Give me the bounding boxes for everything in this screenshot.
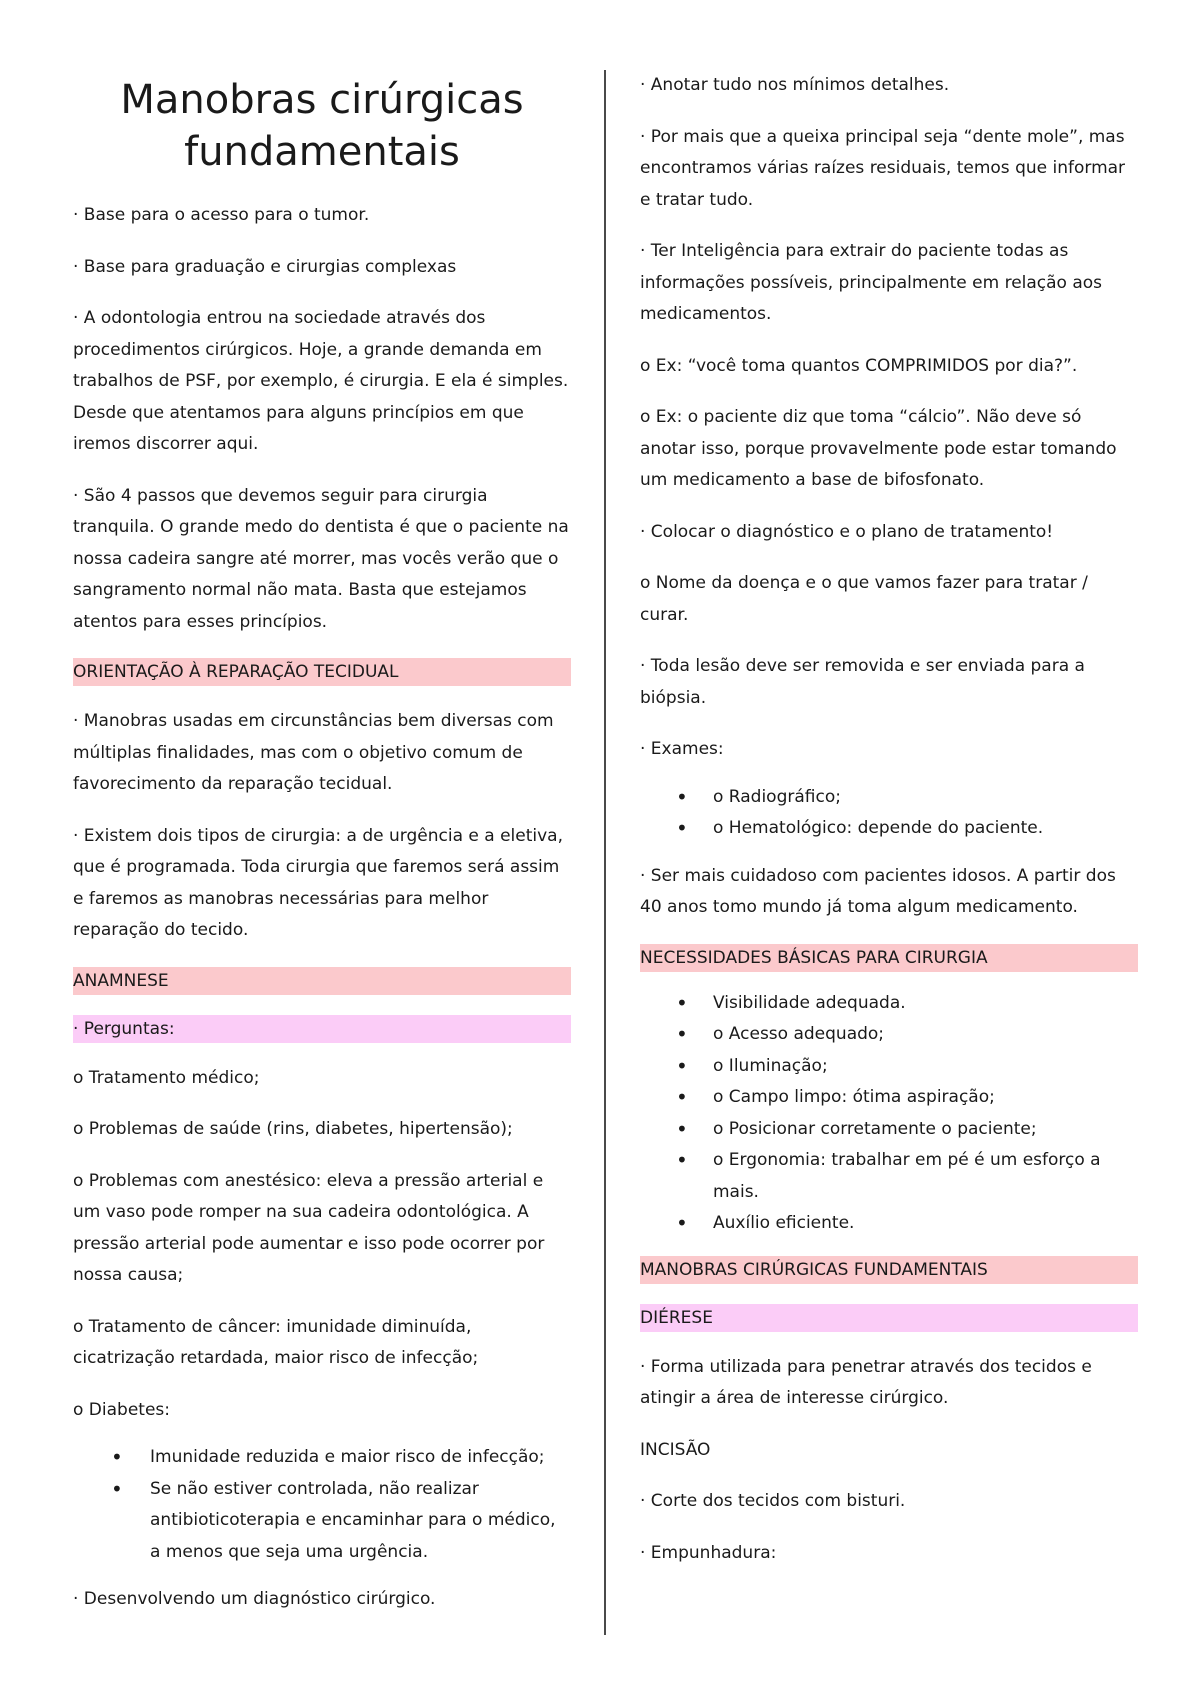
paragraph: · Manobras usadas em circunstâncias bem diversas com múltiplas finalidades, mas com o objetivo comum de favorecimento da reparação tecidual. (73, 711, 554, 794)
diabetes-list (73, 1442, 571, 1568)
paragraph: o Nome da doença e o que vamos fazer para tratar / curar. (640, 573, 1088, 625)
paragraph: o Ex: o paciente diz que toma “cálcio”. Não deve só anotar isso, porque provavelmente pode estar tomando um medicamento a base de bifosfonato. (640, 407, 1117, 490)
paragraph: · Por mais que a queixa principal seja “dente mole”, mas encontramos várias raízes residuais, temos que informar e tratar tudo. (640, 126, 1126, 210)
paragraph: · Exames: (640, 739, 724, 759)
list-item: • o Campo limpo: ótima aspiração; (640, 1082, 1138, 1114)
paragraph: · Forma utilizada para penetrar através dos tecidos e atingir a área de interesse cirúrgico. (640, 1356, 1092, 1408)
paragraph: · Colocar o diagnóstico e o plano de tratamento! (640, 521, 1054, 542)
paragraph: o Tratamento médico; (73, 1067, 260, 1088)
list-item: • o Hematológico: depende do paciente. (640, 813, 1138, 845)
list-item: • o Posicionar corretamente o paciente; (640, 1114, 1138, 1146)
list-item: • o Radiográfico; (640, 782, 1138, 814)
paragraph: · Corte dos tecidos com bisturi. (640, 1491, 906, 1511)
section-heading-necessidades: NECESSIDADES BÁSICAS PARA CIRURGIA (640, 944, 1138, 972)
necessidades-list (640, 988, 1138, 1240)
paragraph: · Base para graduação e cirurgias complexas (73, 256, 457, 277)
list-item: • o Ergonomia: trabalhar em pé é um esforço a mais. (640, 1145, 1138, 1208)
list-item: • o Iluminação; (640, 1051, 1138, 1083)
paragraph: · Existem dois tipos de cirurgia: a de urgência e a eletiva, que é programada. Toda cirurgia que faremos será assim e faremos as manobras necessárias para melhor reparação do tecido. (73, 825, 563, 940)
subsection-heading-incisao: INCISÃO (640, 1439, 711, 1460)
list-item: • Visibilidade adequada. (640, 988, 1138, 1020)
list-item: • Auxílio eficiente. (640, 1208, 1138, 1240)
paragraph: · São 4 passos que devemos seguir para cirurgia tranquila. O grande medo do dentista é que o paciente na nossa cadeira sangre até morrer, mas vocês verão que o sangramento normal não mata. Basta que estejamos atentos para esses princípios. (73, 485, 569, 632)
list-item: • Se não estiver controlada, não realizar antibioticoterapia e encaminhar para o médico, a menos que seja uma urgência. (73, 1474, 571, 1569)
document-title: Manobras cirúrgicas fundamentais (120, 77, 524, 175)
left-column (73, 70, 571, 1636)
paragraph: · Desenvolvendo um diagnóstico cirúrgico. (73, 1589, 436, 1609)
section-heading-anamnese: ANAMNESE (73, 967, 571, 995)
paragraph: · Base para o acesso para o tumor. (73, 205, 370, 225)
paragraph: · Toda lesão deve ser removida e ser enviada para a biópsia. (640, 656, 1085, 708)
exames-list (640, 782, 1138, 845)
paragraph: o Problemas de saúde (rins, diabetes, hipertensão); (73, 1119, 513, 1139)
paragraph: · Ter Inteligência para extrair do paciente todas as informações possíveis, principalmente em relação aos medicamentos. (640, 241, 1103, 324)
paragraph: o Diabetes: (73, 1399, 170, 1420)
paragraph: · A odontologia entrou na sociedade através dos procedimentos cirúrgicos. Hoje, a grande demanda em trabalhos de PSF, por exemplo, é cirurgia. E ela é simples. Desde que atentamos para alguns princípios em que iremos discorrer aqui. (73, 308, 569, 454)
list-item: • Imunidade reduzida e maior risco de infecção; (73, 1442, 571, 1474)
paragraph: · Ser mais cuidadoso com pacientes idosos. A partir dos 40 anos tomo mundo já toma algum medicamento. (640, 865, 1116, 917)
paragraph: · Empunhadura: (640, 1542, 777, 1563)
subsection-heading-dierese: DIÉRESE (640, 1304, 1138, 1332)
paragraph: o Ex: “você toma quantos COMPRIMIDOS por dia?”. (640, 355, 1078, 376)
paragraph: o Tratamento de câncer: imunidade diminuída, cicatrização retardada, maior risco de infecção; (73, 1316, 479, 1368)
paragraph: o Problemas com anestésico: eleva a pressão arterial e um vaso pode romper na sua cadeira odontológica. A pressão arterial pode aumentar e isso pode ocorrer por nossa causa; (73, 1170, 545, 1285)
section-heading-orientacao: ORIENTAÇÃO À REPARAÇÃO TECIDUAL (73, 658, 571, 686)
section-heading-manobras: MANOBRAS CIRÚRGICAS FUNDAMENTAIS (640, 1256, 1138, 1284)
subsection-heading-perguntas: · Perguntas: (73, 1015, 571, 1043)
list-item: • o Acesso adequado; (640, 1019, 1138, 1051)
paragraph: · Anotar tudo nos mínimos detalhes. (640, 75, 950, 95)
right-column (640, 70, 1138, 1589)
column-divider (604, 70, 606, 1635)
